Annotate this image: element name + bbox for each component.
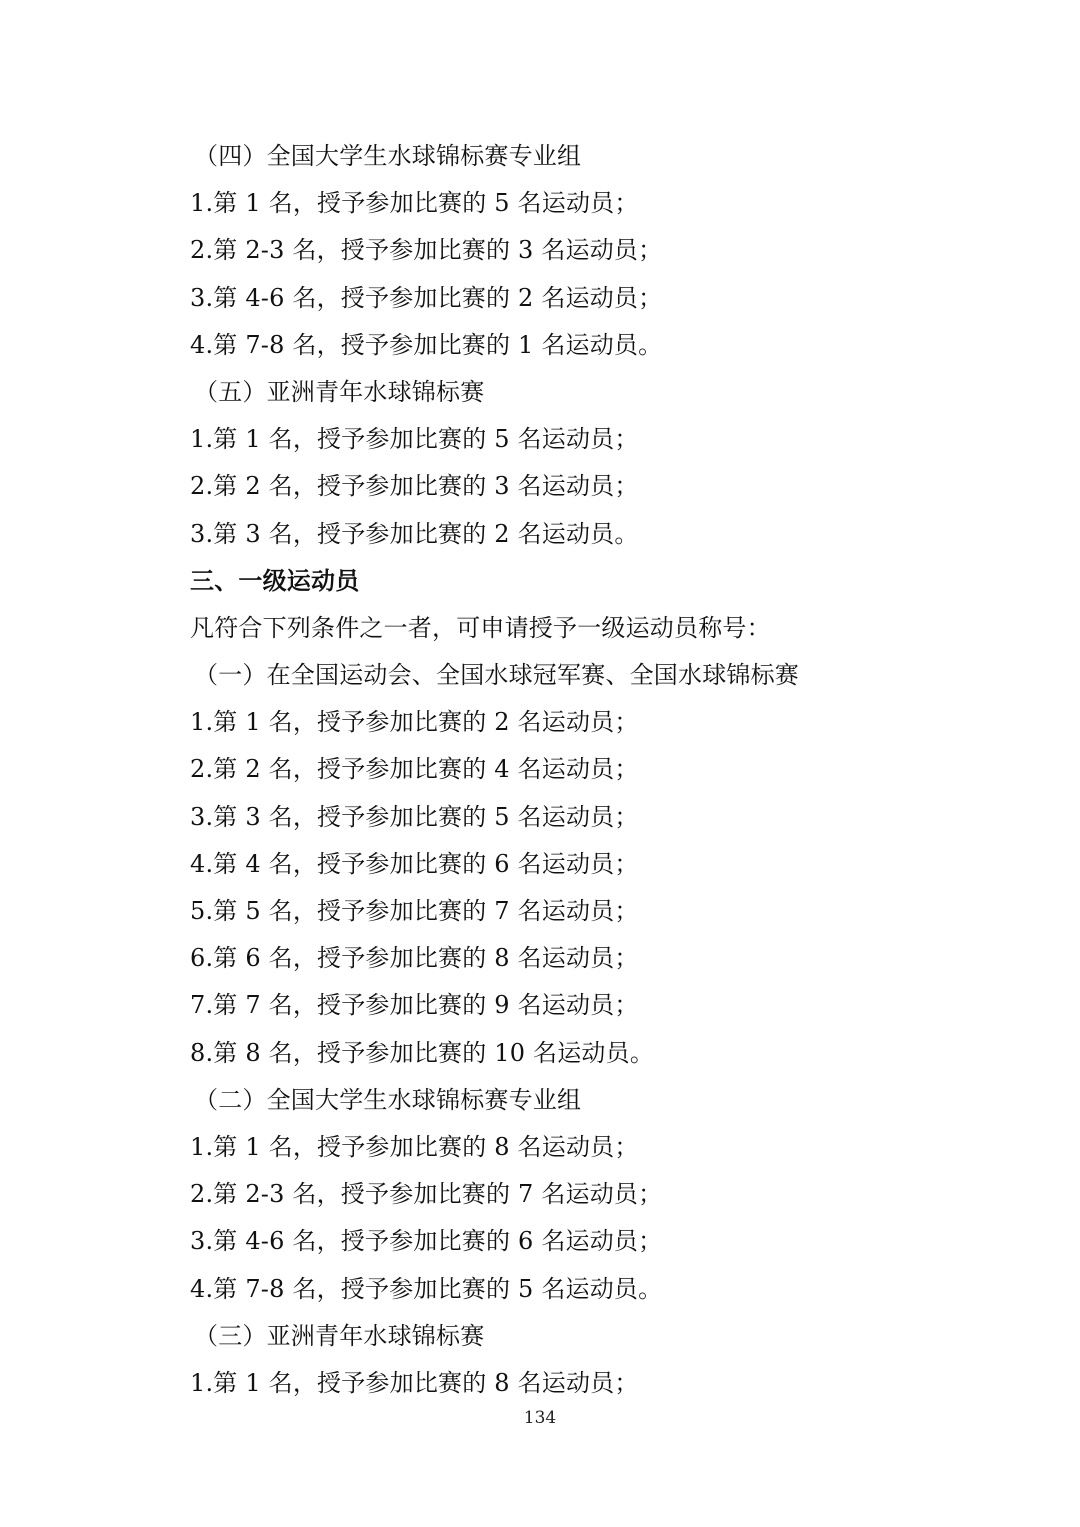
list-item: 4.第 4 名，授予参加比赛的 6 名运动员； xyxy=(190,849,639,878)
list-item: 7.第 7 名，授予参加比赛的 9 名运动员； xyxy=(190,991,639,1020)
section-four-heading: （四）全国大学生水球锦标赛专业组 xyxy=(194,142,582,170)
list-item: 1.第 1 名，授予参加比赛的 5 名运动员； xyxy=(190,425,639,454)
list-item: 6.第 6 名，授予参加比赛的 8 名运动员； xyxy=(190,944,639,973)
list-item: 3.第 3 名，授予参加比赛的 5 名运动员； xyxy=(190,802,639,831)
chapter-heading-first-class-athlete: 三、一级运动员 xyxy=(190,566,360,595)
list-item: 3.第 4-6 名，授予参加比赛的 2 名运动员； xyxy=(190,283,663,312)
section-three-heading: （三）亚洲青年水球锦标赛 xyxy=(194,1321,485,1350)
list-item: 2.第 2 名，授予参加比赛的 4 名运动员； xyxy=(190,755,639,784)
page-number: 134 xyxy=(523,1408,557,1428)
list-item: 1.第 1 名，授予参加比赛的 2 名运动员； xyxy=(190,708,639,737)
list-item: 1.第 1 名，授予参加比赛的 8 名运动员； xyxy=(190,1132,639,1161)
list-item: 1.第 1 名，授予参加比赛的 8 名运动员； xyxy=(190,1368,639,1397)
list-item: 2.第 2-3 名，授予参加比赛的 3 名运动员； xyxy=(190,236,663,265)
list-item: 3.第 3 名，授予参加比赛的 2 名运动员。 xyxy=(190,519,639,548)
list-item: 4.第 7-8 名，授予参加比赛的 5 名运动员。 xyxy=(190,1274,663,1303)
list-item: 5.第 5 名，授予参加比赛的 7 名运动员； xyxy=(190,897,639,925)
list-item: 2.第 2-3 名，授予参加比赛的 7 名运动员； xyxy=(190,1180,663,1209)
section-two-heading: （二）全国大学生水球锦标赛专业组 xyxy=(194,1085,582,1114)
list-item: 2.第 2 名，授予参加比赛的 3 名运动员； xyxy=(190,472,639,501)
section-five-heading: （五）亚洲青年水球锦标赛 xyxy=(194,377,485,406)
section-one-heading: （一）在全国运动会、全国水球冠军赛、全国水球锦标赛 xyxy=(194,661,799,690)
list-item: 4.第 7-8 名，授予参加比赛的 1 名运动员。 xyxy=(190,330,663,359)
list-item: 1.第 1 名，授予参加比赛的 5 名运动员； xyxy=(190,189,639,218)
list-item: 8.第 8 名，授予参加比赛的 10 名运动员。 xyxy=(190,1038,655,1067)
intro-paragraph: 凡符合下列条件之一者，可申请授予一级运动员称号： xyxy=(190,613,771,642)
list-item: 3.第 4-6 名，授予参加比赛的 6 名运动员； xyxy=(190,1227,663,1256)
document-body xyxy=(190,133,910,1407)
